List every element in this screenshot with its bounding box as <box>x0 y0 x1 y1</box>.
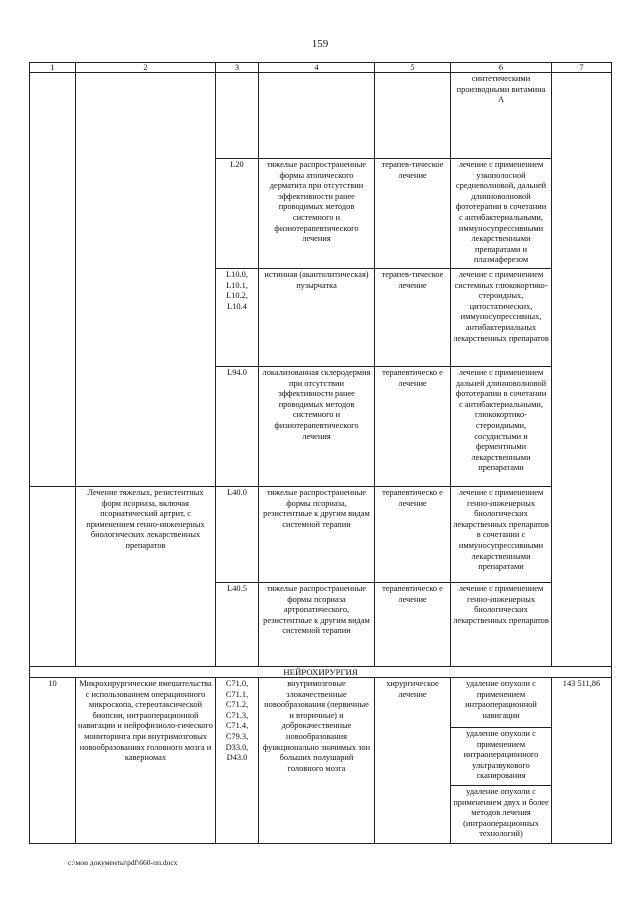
cell-c7 <box>552 73 612 667</box>
cell-method: лечение с применением узкополосной средневолновой, дальней длинноволновой фототерапии в сочетании с антибактериальными, иммуносупрессивными лекарственными препаратами и плазмаферезом <box>451 159 552 269</box>
cell-cost: 143 511,86 <box>552 678 612 844</box>
section-row <box>30 667 612 678</box>
cell-procedure: Лечение тяжелых, резистентных форм псориаза, включая псориатический артрит, с применением генно-инженерных биологических лекарственных препаратов <box>76 487 216 667</box>
page-number: 159 <box>311 38 329 50</box>
col-header-1: 1 <box>30 63 76 73</box>
col-header-2: 2 <box>76 63 216 73</box>
cell-model: истинная (акантолитическая) пузырчатка <box>259 269 375 367</box>
cell-c3 <box>216 73 259 159</box>
cell-item-number: 10 <box>30 678 76 844</box>
cell-treatment-type: терапевтическо е лечение <box>375 583 451 667</box>
table-row <box>30 487 612 583</box>
col-header-5: 5 <box>375 63 451 73</box>
cell-icd-code: L10.0, L10.1, L10.2, L10.4 <box>216 269 259 367</box>
cell-icd-code: L40.0 <box>216 487 259 583</box>
cell-model: локализованная склеродермия при отсутствии эффективности ранее проводимых методов системного и физиотерапевтического лечения <box>259 367 375 487</box>
cell-c5 <box>375 73 451 159</box>
cell-c1 <box>30 487 76 667</box>
cell-c1 <box>30 73 76 487</box>
cell-treatment-type: терапевтическо е лечение <box>375 487 451 583</box>
cell-treatment-type: хирургическое лечение <box>375 678 451 844</box>
cell-icd-code: C71.0, C71.1, C71.2, C71.3, C71.4, C79.3, D33.0, D43.0 <box>216 678 259 844</box>
header-row <box>30 63 612 73</box>
table-row <box>30 73 612 159</box>
cell-model: тяжелые распространенные формы атопического дерматита при отсутствии эффективности ранее проводимых методов системного и физиотерапевтического лечения <box>259 159 375 269</box>
cell-model: тяжелые распространенные формы псориаза артропатического, резистентные к другим видам системной терапии <box>259 583 375 667</box>
col-header-4: 4 <box>259 63 375 73</box>
cell-procedure: Микрохирургические вмешательства с использованием операционного микроскопа, стереотаксической биопсии, интраоперационной навигации и нейрофизиоло-гического мониторинга при внутримозговых новообразованиях головного мозга и каверномах <box>76 678 216 844</box>
table-row <box>30 678 612 728</box>
cell-icd-code: L94.0 <box>216 367 259 487</box>
cell-method: лечение с применением генно-инженерных биологических лекарственных препаратов <box>451 583 552 667</box>
cell-method: удаление опухоли с применением двух и более методов лечения (интраоперационных технологий) <box>451 786 552 844</box>
cell-icd-code: L20 <box>216 159 259 269</box>
cell-c4 <box>259 73 375 159</box>
cell-treatment-type: терапев-тическое лечение <box>375 159 451 269</box>
section-title: НЕЙРОХИРУРГИЯ <box>30 667 612 678</box>
cell-treatment-type: терапевтическо е лечение <box>375 367 451 487</box>
cell-c6: синтетическими производными витамина А <box>451 73 552 159</box>
treatment-table <box>29 62 612 844</box>
cell-method: удаление опухоли с применением интраоперационного ультразвукового сканирования <box>451 728 552 786</box>
col-header-7: 7 <box>552 63 612 73</box>
cell-method: удаление опухоли с применением интраоперационной навигации <box>451 678 552 728</box>
cell-c2 <box>76 73 216 487</box>
cell-model: внутримозговые злокачественные новообразования (первичные и вторичные) и доброкачественные новообразования функционально значимых зон больших полушарий головного мозга <box>259 678 375 844</box>
cell-treatment-type: терапев-тическое лечение <box>375 269 451 367</box>
cell-method: лечение с применением дальней длинноволновой фототерапии в сочетании с антибактериальными, глюкокортико-стероидными, сосудистыми и ферментными лекарственными препаратами <box>451 367 552 487</box>
cell-icd-code: L40.5 <box>216 583 259 667</box>
col-header-6: 6 <box>451 63 552 73</box>
file-path-footer: c:\мои документы\pdf\660-пп.docx <box>68 858 178 867</box>
cell-method: лечение с применением генно-инженерных биологических лекарственных препаратов в сочетании с иммуносупрессивными лекарственными препаратами <box>451 487 552 583</box>
cell-method: лечение с применением системных глюкокортико-стероидных, цитостатических, иммуносупрессивных, антибактериальных лекарственных препаратов <box>451 269 552 367</box>
col-header-3: 3 <box>216 63 259 73</box>
cell-model: тяжелые распространенные формы псориаза, резистентные к другим видам системной терапии <box>259 487 375 583</box>
